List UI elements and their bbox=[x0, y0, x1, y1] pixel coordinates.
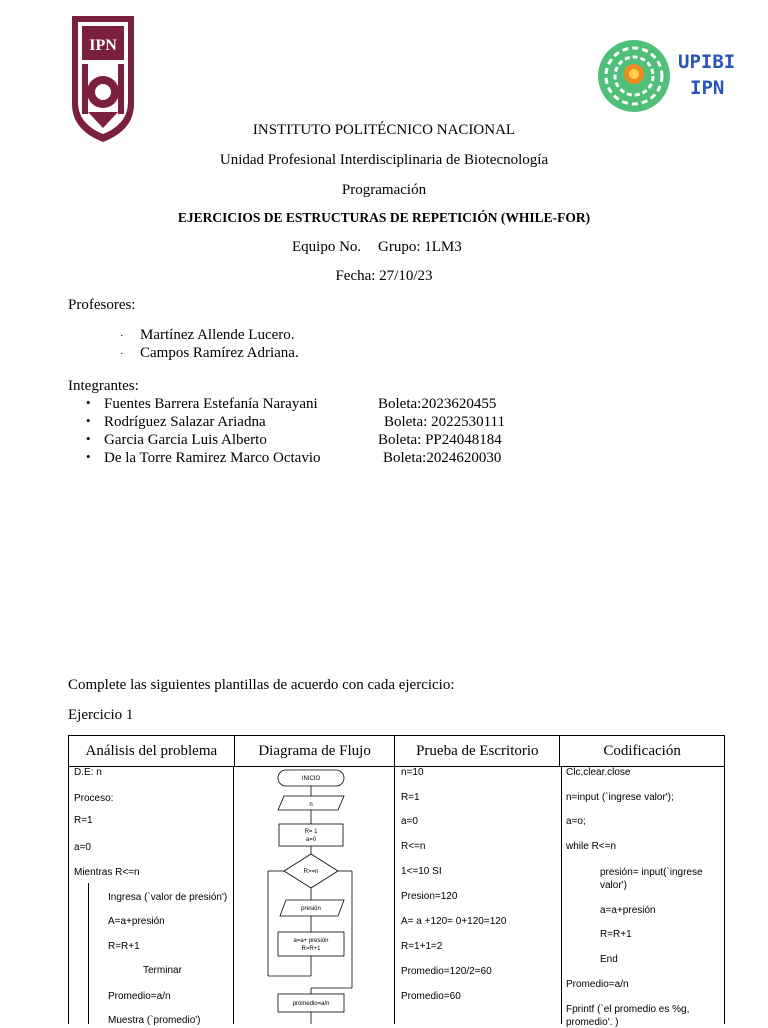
code-line: a=a+presión bbox=[600, 905, 656, 916]
code-line: valor') bbox=[600, 880, 627, 891]
svg-text:a=0: a=0 bbox=[305, 837, 317, 843]
desk-line: n=10 bbox=[401, 767, 424, 778]
svg-text:promedio=a/n: promedio=a/n bbox=[292, 1001, 330, 1007]
analysis-line: Muestra (`promedio') bbox=[108, 1015, 201, 1026]
analysis-line: R=1 bbox=[74, 815, 93, 826]
desk-line: Promedio=60 bbox=[401, 991, 461, 1002]
member-item: • Garcia Garcia Luis Alberto Boleta: PP24048184 bbox=[86, 431, 502, 448]
code-line: while R<=n bbox=[566, 841, 617, 852]
svg-text:IPN: IPN bbox=[89, 37, 117, 54]
date-label: Fecha: 27/10/23 bbox=[335, 268, 433, 284]
svg-text:a=a+ presión: a=a+ presión bbox=[293, 938, 329, 944]
unit-name: Unidad Profesional Interdisciplinaria de Biotecnología bbox=[219, 152, 549, 168]
analysis-line: D.E: n bbox=[74, 767, 102, 778]
header-analysis: Análisis del problema bbox=[69, 736, 235, 767]
exercise-label: Ejercicio 1 bbox=[68, 707, 134, 723]
svg-text:R=R+1: R=R+1 bbox=[301, 946, 321, 952]
desk-line: a=0 bbox=[401, 816, 418, 827]
header-code: Codificación bbox=[560, 736, 725, 767]
svg-text:IPN: IPN bbox=[690, 77, 725, 99]
analysis-line: Proceso: bbox=[74, 793, 114, 804]
loop-bracket bbox=[88, 883, 89, 1024]
code-line: promedio'. ) bbox=[566, 1017, 619, 1028]
exercise-table bbox=[68, 735, 725, 767]
member-item: • Rodríguez Salazar Ariadna Boleta: 2022530111 bbox=[86, 413, 505, 430]
analysis-line: R=R+1 bbox=[108, 941, 140, 952]
code-line: End bbox=[600, 954, 618, 965]
professors-label: Profesores: bbox=[68, 297, 136, 313]
svg-text:presión: presión bbox=[301, 906, 321, 912]
analysis-line: Terminar bbox=[143, 965, 182, 976]
code-line: Promedio=a/n bbox=[566, 979, 629, 990]
code-line: Fprintf (`el promedio es %g, bbox=[566, 1004, 690, 1015]
svg-text:R= 1: R= 1 bbox=[304, 829, 318, 835]
code-line: Clc,clear.close bbox=[566, 767, 631, 778]
members-label: Integrantes: bbox=[68, 378, 139, 394]
desk-line: R=1+1=2 bbox=[401, 941, 443, 952]
institute-name: INSTITUTO POLITÉCNICO NACIONAL bbox=[252, 122, 516, 138]
course-name: Programación bbox=[341, 182, 427, 198]
analysis-line: Ingresa (`valor de presión') bbox=[108, 892, 228, 903]
desk-line: R=1 bbox=[401, 792, 420, 803]
desk-line: R<=n bbox=[401, 841, 426, 852]
upibi-logo bbox=[594, 36, 736, 116]
team-label: Equipo No. bbox=[292, 239, 362, 255]
desk-line: A= a +120= 0+120=120 bbox=[401, 916, 507, 927]
svg-text:INICIO: INICIO bbox=[301, 776, 321, 782]
desk-line: Presion=120 bbox=[401, 891, 458, 902]
instructions-text: Complete las siguientes plantillas de acuerdo con cada ejercicio: bbox=[68, 677, 455, 693]
analysis-line: Mientras R<=n bbox=[74, 867, 140, 878]
svg-text:n: n bbox=[309, 802, 313, 808]
code-line: n=input (`ingrese valor'); bbox=[566, 792, 674, 803]
desk-line: Promedio=120/2=60 bbox=[401, 966, 492, 977]
flowchart bbox=[234, 766, 394, 1024]
svg-text:R>=n: R>=n bbox=[303, 869, 319, 875]
accumulate-process bbox=[278, 932, 344, 956]
professor-item: · Campos Ramírez Adriana. bbox=[120, 345, 299, 361]
professor-item: · Martínez Allende Lucero. bbox=[120, 327, 295, 343]
analysis-line: Promedio=a/n bbox=[108, 991, 171, 1002]
code-line: a=o; bbox=[566, 816, 586, 827]
member-item: • Fuentes Barrera Estefanía Narayani Boleta:2023620455 bbox=[86, 395, 497, 412]
header-desk: Prueba de Escritorio bbox=[395, 736, 560, 767]
member-item: • De la Torre Ramirez Marco Octavio Boleta:2024620030 bbox=[86, 449, 502, 466]
svg-text:UPIBI: UPIBI bbox=[678, 51, 736, 73]
document-title: EJERCICIOS DE ESTRUCTURAS DE REPETICIÓN (WHILE-FOR) bbox=[177, 210, 591, 225]
header-flow: Diagrama de Flujo bbox=[234, 736, 395, 767]
desk-line: 1<=10 SI bbox=[401, 866, 442, 877]
analysis-line: a=0 bbox=[74, 842, 91, 853]
code-line: R=R+1 bbox=[600, 929, 632, 940]
code-line: presión= input(`ingrese bbox=[600, 867, 703, 878]
group-label: Grupo: 1LM3 bbox=[378, 239, 462, 255]
analysis-line: A=a+presión bbox=[108, 916, 165, 927]
